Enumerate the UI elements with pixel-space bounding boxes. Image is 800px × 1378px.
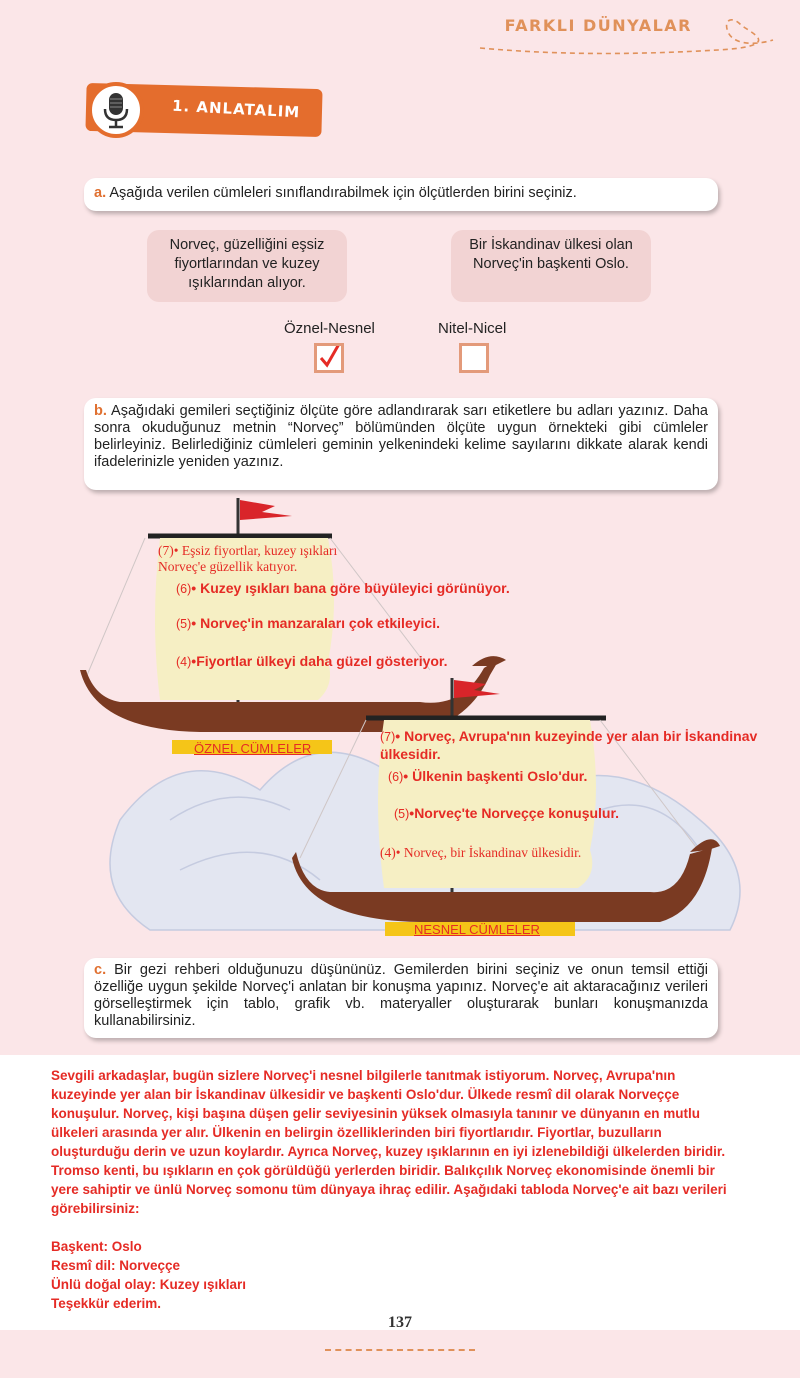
ship2-line-4: (4)• Norveç, bir İskandinav ülkesidir. — [380, 845, 582, 860]
microphone-icon — [88, 82, 144, 138]
letter-c: c. — [94, 962, 107, 978]
page-number: 137 — [388, 1314, 412, 1331]
answer-fact-3: Ünlü doğal olay: Kuzey ışıkları — [51, 1277, 247, 1292]
badge-label: 1. ANLATALIM — [171, 96, 301, 122]
instruction-a-text: Aşağıda verilen cümleleri sınıflandırabilmek için ölçütlerden birini seçiniz. — [109, 185, 577, 201]
answer-fact-1: Başkent: Oslo — [51, 1239, 142, 1254]
ship1-line-2: (6)• Kuzey ışıkları bana göre büyüleyici görünüyor. — [176, 580, 510, 596]
ship1-line-1: (7)• Eşsiz fiyortlar, kuzey ışıkları Norveç'e güzellik katıyor. — [158, 543, 338, 574]
sentence-box-1: Norveç, güzelliğini eşsiz fiyortlarından ve kuzey ışıklarından alıyor. — [147, 230, 347, 302]
letter-b: b. — [94, 403, 107, 419]
ship1-label: ÖZNEL CÜMLELER — [194, 741, 312, 756]
ship1-line-3: (5)• Norveç'in manzaraları çok etkileyici. — [176, 615, 440, 631]
instruction-a — [84, 178, 718, 211]
instruction-b-text: Aşağıdaki gemileri seçtiğiniz ölçüte göre adlandırarak sarı etiketlere bu adları yazınız. Daha sonra okuduğunuz metnin “Norveç” bölümünden ölçüte uygun örnekteki gibi cümleler belirleyiniz. Belirlediğiniz cümleleri geminin yelkenindeki kelime sayılarını dikkate alarak kendi ifadelerinizle yeniden yazınız. — [94, 403, 708, 470]
instruction-b — [84, 398, 718, 490]
sentence-box-2: Bir İskandinav ülkesi olan Norveç'in başkenti Oslo. — [451, 230, 651, 302]
ship2-line-2: (6)• Ülkenin başkenti Oslo'dur. — [388, 768, 588, 784]
criterion-checkbox-1[interactable] — [314, 343, 344, 373]
unit-title: FARKLI DÜNYALAR — [504, 16, 692, 35]
answer-fact-2: Resmî dil: Norveççe — [51, 1258, 181, 1273]
checkmark-icon — [317, 346, 341, 370]
footer-decoration — [325, 1349, 475, 1351]
section-badge — [86, 82, 322, 138]
criterion-label-2: Nitel-Nicel — [438, 320, 507, 337]
answer-paragraph: Sevgili arkadaşlar, bugün sizlere Norveç'i nesnel bilgilerle tanıtmak istiyorum. Norveç, Avrupa'nın kuzeyinde yer alan bir İskandinav ülkesidir ve başkenti Oslo'dur. Ülkede resmî dil olarak Norveççe konuşulur. Norveç, kişi başına düşen gelir seviyesinin yüksek olmasıyla tanınır ve dünyanın en mutlu ülkeleri arasında yer alır. Ülkenin en belirgin özelliklerinden biri fiyortlarıdır. Fiyortlar, buzulların oluşturduğu derin ve uzun koylardır. Ayrıca Norveç, kuzey ışıklarının en iyi izlenebildiği ülkelerden biridir. Tromso kenti, bu ışıkların en çok görüldüğü yerlerden biridir. Balıkçılık Norveç ekonomisinde önemli bir yere sahiptir ve ünlü Norveç somonu tüm dünyaya ihraç edilir. Aşağıdaki tabloda Norveç'e ait bazı verileri görebilirsiniz: — [51, 1068, 727, 1216]
ships-illustration — [0, 490, 800, 960]
answer-text — [51, 1066, 741, 1313]
instruction-c-text: Bir gezi rehberi olduğunuzu düşününüz. Gemilerden birini seçiniz ve onun temsil ettiği özelliğe uygun şekilde Norveç'i anlatan bir konuşma yapınız. Norveç'e ait aktaracağınız verileri görselleştirmek için tablo, grafik vb. materyaller oluşturarak bunları konuşmanızda kullanabilirsiniz. — [94, 962, 708, 1029]
ship2-line-3: (5)•Norveç'te Norveççe konuşulur. — [394, 805, 620, 821]
ship2-line-1: (7)• Norveç, Avrupa'nın kuzeyinde yer alan bir İskandinav ülkesidir. — [380, 728, 758, 762]
flag-1 — [240, 500, 292, 520]
instruction-c — [84, 958, 718, 1038]
criterion-label-1: Öznel-Nesnel — [284, 320, 375, 337]
ship2-label: NESNEL CÜMLELER — [414, 922, 540, 937]
answer-closing: Teşekkür ederim. — [51, 1296, 162, 1311]
ship1-line-4: (4)•Fiyortlar ülkeyi daha güzel gösteriyor. — [176, 653, 448, 669]
criterion-checkbox-2[interactable] — [459, 343, 489, 373]
letter-a: a. — [94, 185, 107, 201]
